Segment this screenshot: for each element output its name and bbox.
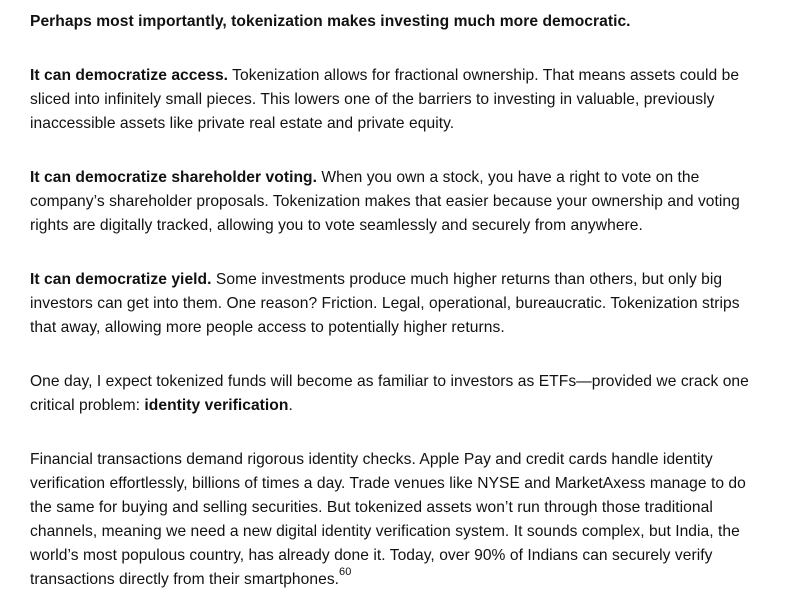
- footnote-marker: 60: [339, 566, 352, 578]
- etf-text-after: .: [288, 397, 293, 414]
- intro-paragraph: [30, 10, 763, 34]
- yield-lead: It can democratize yield.: [30, 271, 212, 288]
- intro-bold-text: Perhaps most importantly, tokenization makes investing much more democratic.: [30, 13, 631, 30]
- etf-paragraph: [30, 370, 763, 418]
- yield-paragraph: [30, 268, 763, 340]
- voting-lead: It can democratize shareholder voting.: [30, 169, 317, 186]
- financial-paragraph: [30, 448, 763, 592]
- voting-text: When you own a stock, you have a right to vote on the company’s shareholder proposals. Tokenization makes that easier because your ownership and voting rights are digitally tracked, allowing you to vote seamlessly and securely from anywhere.: [30, 169, 740, 234]
- financial-text: Financial transactions demand rigorous identity checks. Apple Pay and credit cards handle identity verification effortlessly, billions of times a day. Trade venues like NYSE and MarketAxess manage to do the same for buying and selling securities. But tokenized assets won’t run through those traditional channels, meaning we need a new digital identity verification system. It sounds complex, but India, the world’s most populous country, has already done it. Today, over 90% of Indians can securely verify transactions directly from their smartphones.: [30, 451, 746, 588]
- identity-verification-emphasis: identity verification: [144, 397, 289, 414]
- access-text: Tokenization allows for fractional ownership. That means assets could be sliced into infinitely small pieces. This lowers one of the barriers to investing in valuable, previously inaccessible assets like private real estate and private equity.: [30, 67, 740, 132]
- voting-paragraph: [30, 166, 763, 238]
- access-paragraph: [30, 64, 763, 136]
- access-lead: It can democratize access.: [30, 67, 229, 84]
- etf-text-before: One day, I expect tokenized funds will become as familiar to investors as ETFs—provided we crack one critical problem:: [30, 373, 749, 414]
- yield-text: Some investments produce much higher returns than others, but only big investors can get into them. One reason? Friction. Legal, operational, bureaucratic. Tokenization strips that away, allowing more people access to potentially higher returns.: [30, 271, 740, 336]
